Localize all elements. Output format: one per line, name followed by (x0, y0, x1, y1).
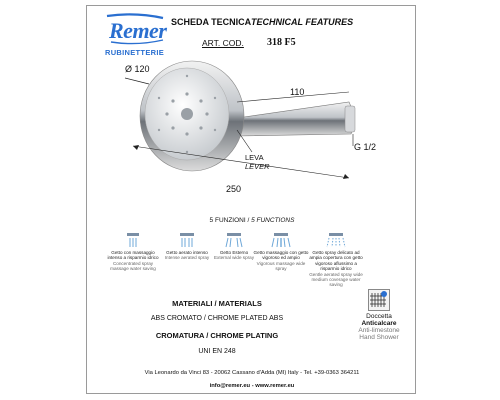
functions-title: 5 FUNZIONI / 5 FUNCTIONS (209, 217, 295, 224)
function-item (253, 232, 309, 272)
function-it: Getto spray delicato ad ampia copertura con getto vigoroso aflussimo a risparmio idrico (309, 250, 363, 272)
article-code: 318 F5 (267, 37, 296, 48)
function-it: Getto aerato intenso (166, 250, 208, 255)
badge-line-2: Anticalcare (361, 320, 397, 327)
title-english: TECHNICAL FEATURES (251, 17, 354, 27)
article-code-label: ART. COD. (202, 38, 244, 48)
function-en: External wide spray (213, 255, 255, 261)
function-it: Getto massaggio con getto vigoroso ed ampio (253, 250, 309, 261)
technical-sheet (86, 5, 416, 394)
total-length-label: 250 (226, 184, 242, 194)
concentrated-spray-icon (122, 232, 144, 248)
materials-abs: ABS CROMATO / CHROME PLATED ABS (150, 315, 284, 322)
function-item (105, 232, 161, 272)
function-en: Vigorous massage wide spray (256, 260, 306, 272)
external-spray-icon (223, 232, 245, 248)
badge-line-3: Anti-limestone (358, 327, 400, 334)
gentle-spray-icon (325, 232, 347, 248)
materials-norm: UNI EN 248 (198, 348, 236, 355)
massage-wide-spray-icon (270, 232, 292, 248)
company-contacts: info@remer.eu - www.remer.eu (209, 383, 295, 389)
function-en: Intense aerated spray (164, 255, 210, 261)
function-it: Getto Esterno (219, 250, 249, 255)
website-link[interactable]: www.remer.eu (255, 383, 295, 389)
aerated-spray-icon (176, 232, 198, 248)
lever-label: LEVA LEVER (245, 153, 270, 171)
materials-title: MATERIALI / MATERIALS (172, 299, 262, 308)
badge-line-4: Hand Shower (359, 334, 399, 341)
materials-plating: CROMATURA / CHROME PLATING (155, 331, 279, 340)
function-item (308, 232, 364, 288)
anti-limestone-icon (368, 289, 390, 311)
anti-limestone-badge (351, 289, 407, 341)
email-link[interactable]: info@remer.eu (209, 383, 251, 389)
company-address: Via Leonardo da Vinci 83 - 20062 Cassano d'Adda (MI) Italy - Tel. +39-0363 364211 (144, 370, 360, 376)
function-it: Getto con massaggio intenso a risparmio idrico (107, 250, 159, 261)
thread-label: G 1/2 (354, 142, 377, 152)
title-italian: SCHEDA TECNICA (171, 17, 252, 27)
diameter-label: Ø 120 (125, 64, 150, 74)
hand-shower-drawing (87, 6, 417, 226)
badge-line-1: Doccetta (366, 313, 392, 320)
function-en: Concentrated spray massage water saving (110, 260, 156, 272)
handle-length-label: 110 (290, 87, 305, 97)
brand-subtitle: RUBINETTERIE (105, 48, 165, 57)
function-en: Gentle aerated spray wide medium coverage water saving (309, 271, 363, 288)
brand-name: Remer (109, 18, 167, 43)
